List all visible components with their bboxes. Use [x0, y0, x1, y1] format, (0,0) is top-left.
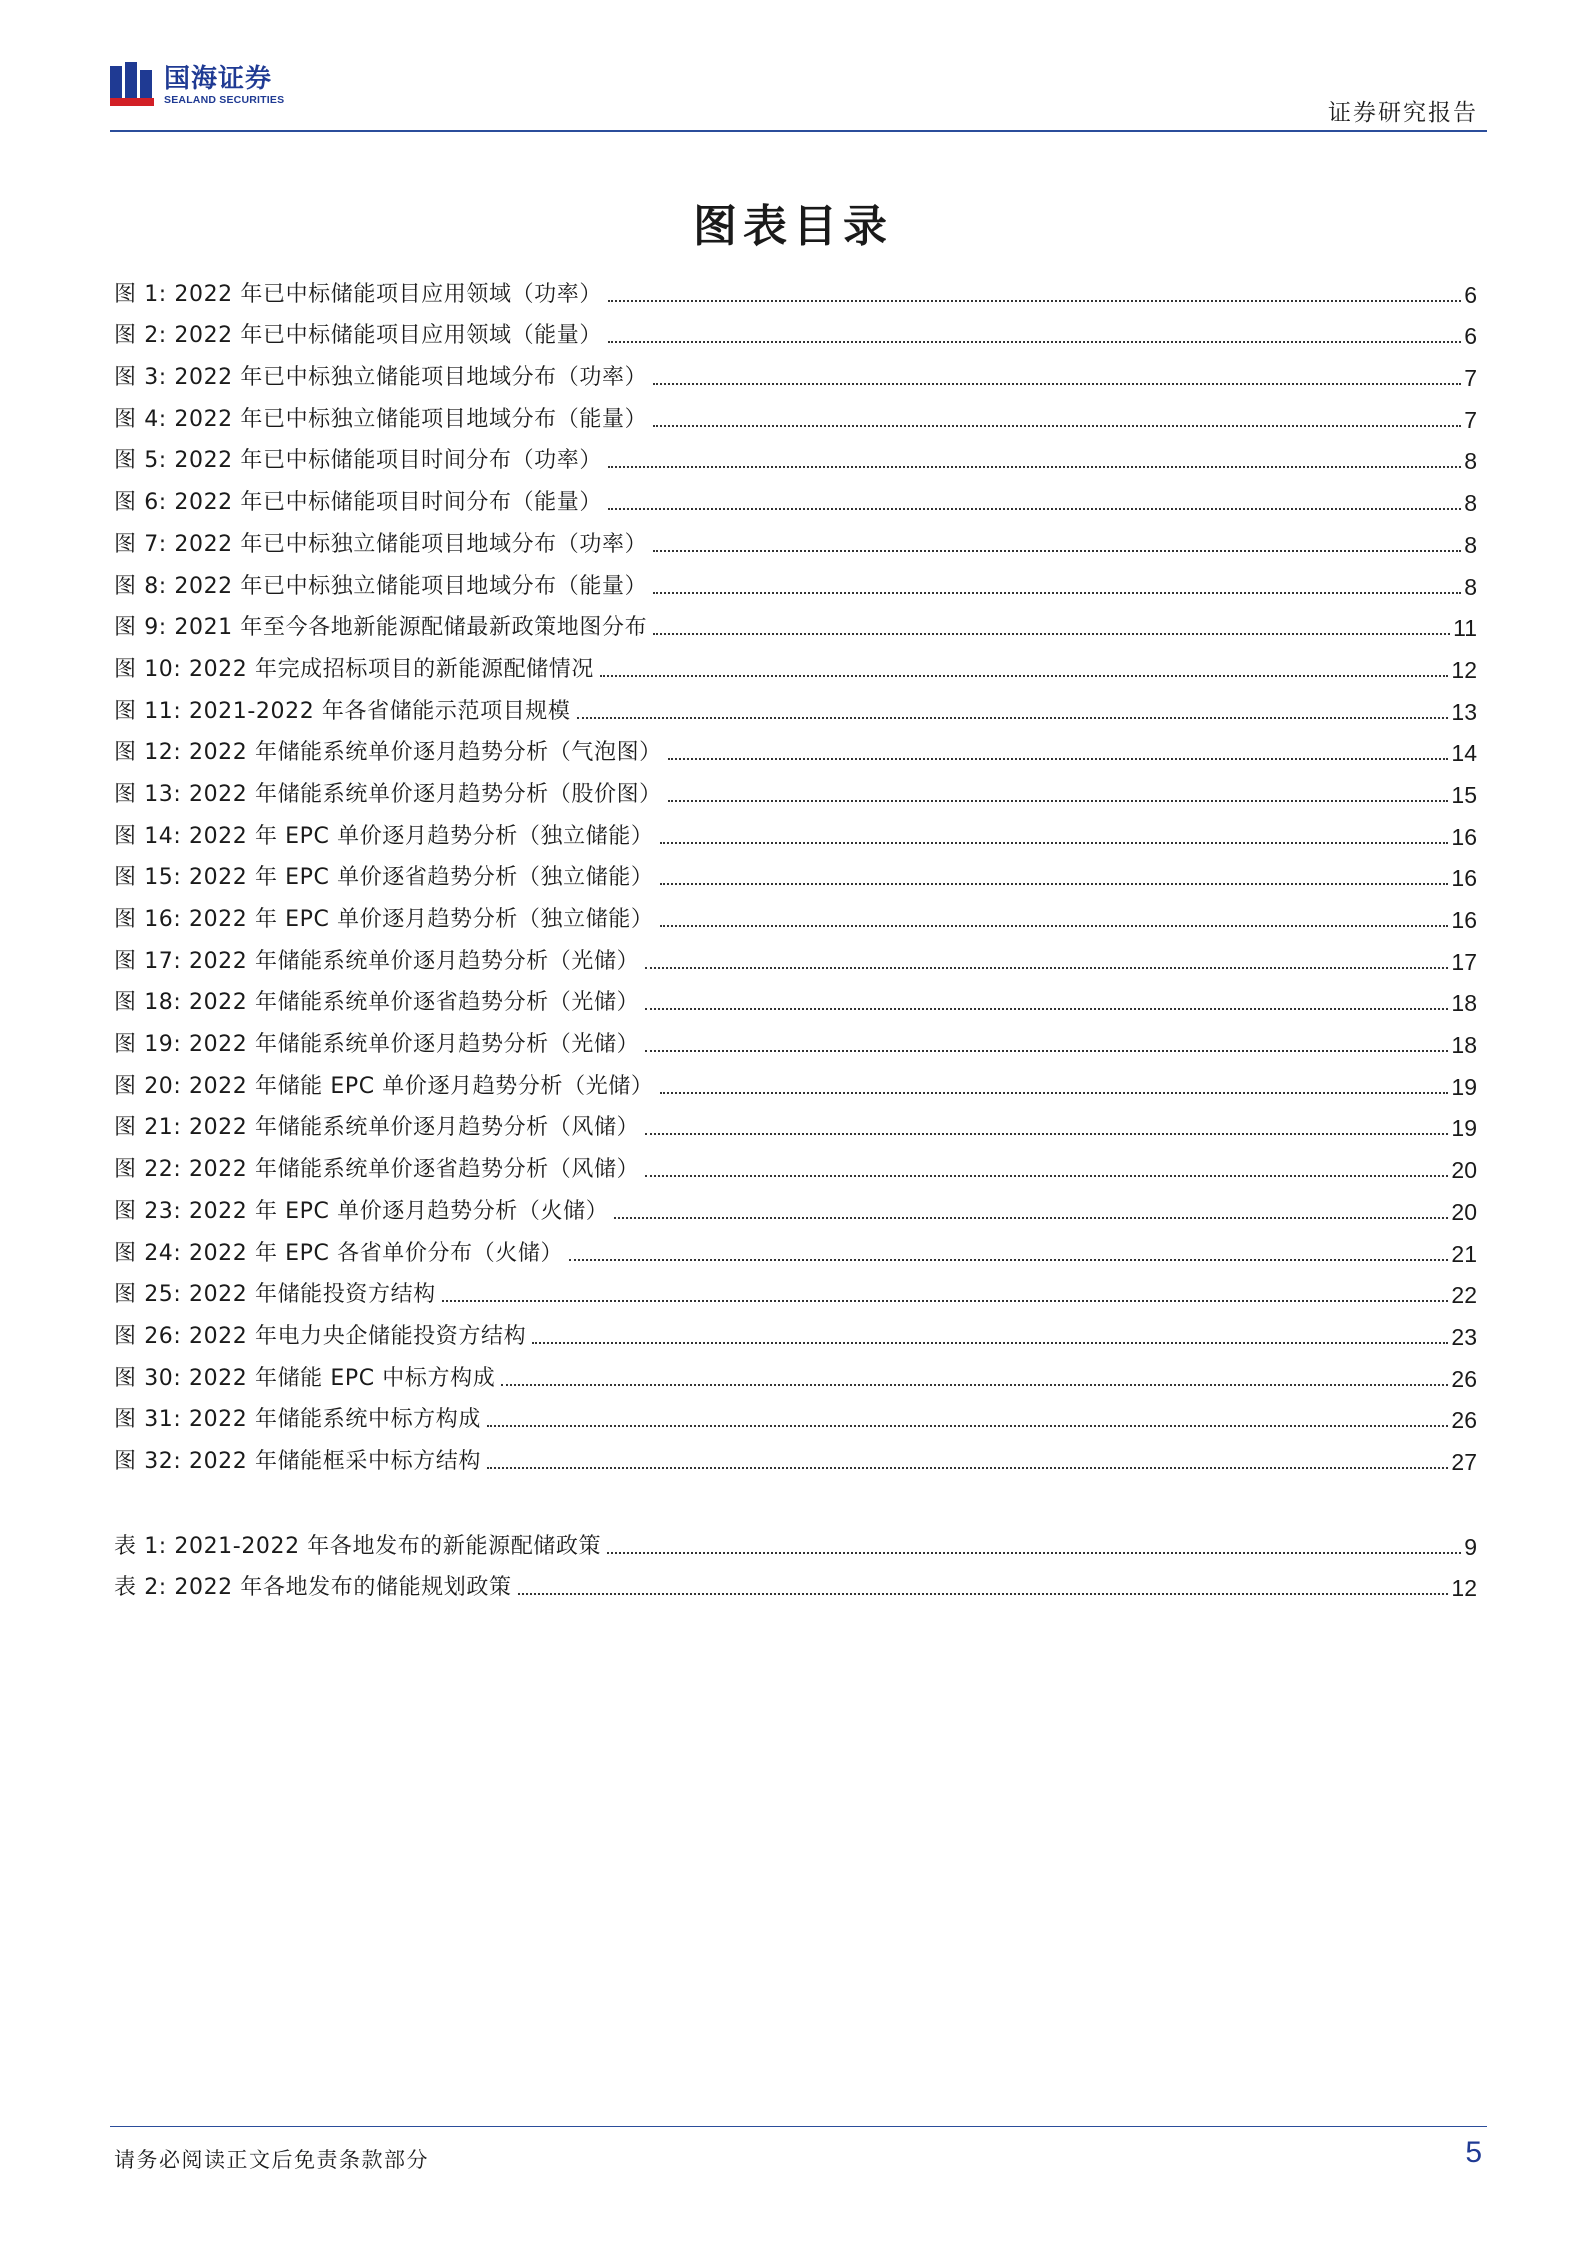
page-title: 图表目录 — [693, 201, 893, 252]
figure-entry-label: 图 8: 2022 年已中标独立储能项目地域分布（能量） — [114, 573, 648, 599]
table-list — [114, 1518, 1477, 1601]
figure-entry[interactable] — [114, 1433, 1477, 1475]
figure-entry-page: 15 — [1451, 781, 1477, 808]
figure-entry-page: 26 — [1451, 1365, 1477, 1392]
figure-entry-label: 图 9: 2021 年至今各地新能源配储最新政策地图分布 — [114, 615, 648, 641]
figure-entry-label: 图 23: 2022 年 EPC 单价逐月趋势分析（火储） — [114, 1198, 609, 1224]
logo-name-en: SEALAND SECURITIES — [164, 94, 285, 106]
dot-leader — [501, 1384, 1448, 1386]
figure-entry-label: 图 14: 2022 年 EPC 单价逐月趋势分析（独立储能） — [114, 823, 654, 849]
figure-entry-label: 图 5: 2022 年已中标储能项目时间分布（功率） — [114, 448, 602, 474]
figure-entry-page: 27 — [1451, 1448, 1477, 1475]
dot-leader — [518, 1593, 1449, 1595]
dot-leader — [608, 341, 1461, 343]
figure-entry[interactable] — [114, 1058, 1477, 1100]
logo-mark-icon — [110, 62, 156, 108]
figure-entry-label: 图 12: 2022 年储能系统单价逐月趋势分析（气泡图） — [114, 740, 662, 766]
figure-entry-page: 8 — [1464, 573, 1477, 600]
figure-entry-page: 19 — [1451, 1115, 1477, 1142]
figure-entry[interactable] — [114, 725, 1477, 767]
disclaimer-note: 请务必阅读正文后免责条款部分 — [114, 2148, 429, 2172]
dot-leader — [653, 550, 1461, 552]
figure-entry[interactable] — [114, 766, 1477, 808]
figure-entry[interactable] — [114, 933, 1477, 975]
figure-entry-page: 16 — [1451, 823, 1477, 850]
figure-entry-page: 13 — [1451, 698, 1477, 725]
figure-entry-label: 图 7: 2022 年已中标独立储能项目地域分布（功率） — [114, 531, 648, 557]
dot-leader — [645, 1008, 1448, 1010]
dot-leader — [653, 633, 1450, 635]
figure-entry-page: 11 — [1453, 615, 1477, 642]
header-divider — [110, 130, 1487, 132]
dot-leader — [660, 925, 1449, 927]
figure-entry[interactable] — [114, 975, 1477, 1017]
dot-leader — [668, 800, 1449, 802]
figure-entry-label: 图 24: 2022 年 EPC 各省单价分布（火储） — [114, 1240, 564, 1266]
figure-entry[interactable] — [114, 600, 1477, 642]
figure-entry[interactable] — [114, 391, 1477, 433]
figure-entry[interactable] — [114, 1267, 1477, 1309]
page-number: 5 — [1465, 2136, 1482, 2169]
figure-entry[interactable] — [114, 1100, 1477, 1142]
dot-leader — [607, 1552, 1461, 1554]
dot-leader — [442, 1300, 1449, 1302]
figure-entry-page: 18 — [1451, 990, 1477, 1017]
figure-entry-page: 26 — [1451, 1407, 1477, 1434]
dot-leader — [600, 675, 1448, 677]
dot-leader — [653, 425, 1461, 427]
dot-leader — [660, 883, 1449, 885]
logo-text — [164, 64, 284, 106]
dot-leader — [645, 1133, 1448, 1135]
figure-entry-label: 图 10: 2022 年完成招标项目的新能源配储情况 — [114, 656, 594, 682]
figure-entry-page: 20 — [1451, 1198, 1477, 1225]
dot-leader — [653, 592, 1461, 594]
figure-entry-label: 图 11: 2021-2022 年各省储能示范项目规模 — [114, 698, 571, 724]
dot-leader — [608, 508, 1461, 510]
figure-entry-page: 6 — [1464, 281, 1477, 308]
dot-leader — [660, 1092, 1449, 1094]
report-type: 证券研究报告 — [1328, 100, 1478, 126]
brand-logo — [110, 62, 284, 108]
figure-entry-label: 图 26: 2022 年电力央企储能投资方结构 — [114, 1323, 527, 1349]
dot-leader — [487, 1425, 1448, 1427]
figure-entry[interactable] — [114, 1392, 1477, 1434]
figure-entry-page: 17 — [1451, 948, 1477, 975]
figure-entry[interactable] — [114, 641, 1477, 683]
figure-entry[interactable] — [114, 1308, 1477, 1350]
figure-entry-label: 图 16: 2022 年 EPC 单价逐月趋势分析（独立储能） — [114, 907, 654, 932]
figure-entry-label: 图 32: 2022 年储能框采中标方结构 — [114, 1448, 481, 1474]
figure-list — [114, 266, 1477, 1475]
dot-leader — [577, 717, 1449, 719]
figure-entry-label: 图 30: 2022 年储能 EPC 中标方构成 — [114, 1365, 496, 1391]
figure-entry-page: 6 — [1464, 323, 1477, 350]
figure-entry-page: 22 — [1451, 1282, 1477, 1309]
dot-leader — [532, 1342, 1448, 1344]
figure-entry-page: 12 — [1451, 656, 1477, 683]
figure-entry[interactable] — [114, 1225, 1477, 1267]
figure-entry-label: 图 22: 2022 年储能系统单价逐省趋势分析（风储） — [114, 1157, 640, 1183]
figure-entry-label: 图 6: 2022 年已中标储能项目时间分布（能量） — [114, 490, 602, 516]
figure-entry-label: 图 20: 2022 年储能 EPC 单价逐月趋势分析（光储） — [114, 1073, 654, 1099]
figure-entry-label: 图 4: 2022 年已中标独立储能项目地域分布（能量） — [114, 406, 648, 432]
dot-leader — [668, 758, 1449, 760]
figure-entry[interactable] — [114, 1016, 1477, 1058]
figure-entry-label: 图 21: 2022 年储能系统单价逐月趋势分析（风储） — [114, 1115, 640, 1141]
dot-leader — [645, 1050, 1448, 1052]
table-entry-label: 表 2: 2022 年各地发布的储能规划政策 — [114, 1575, 512, 1601]
figure-entry-label: 图 25: 2022 年储能投资方结构 — [114, 1282, 436, 1308]
figure-entry-label: 图 15: 2022 年 EPC 单价逐省趋势分析（独立储能） — [114, 865, 654, 891]
figure-entry[interactable] — [114, 1350, 1477, 1392]
figure-entry[interactable] — [114, 516, 1477, 558]
dot-leader — [608, 300, 1461, 302]
figure-entry[interactable] — [114, 433, 1477, 475]
figure-entry-page: 21 — [1451, 1240, 1477, 1267]
dot-leader — [487, 1467, 1448, 1469]
dot-leader — [660, 842, 1449, 844]
figure-entry[interactable] — [114, 558, 1477, 600]
table-entry-page: 12 — [1451, 1575, 1477, 1602]
figure-entry-page: 14 — [1451, 740, 1477, 767]
figure-entry[interactable] — [114, 891, 1477, 933]
figure-entry-page: 20 — [1451, 1157, 1477, 1184]
figure-entry-page: 8 — [1464, 531, 1477, 558]
dot-leader — [569, 1259, 1448, 1261]
figure-entry-label: 图 2: 2022 年已中标储能项目应用领域（能量） — [114, 323, 602, 349]
dot-leader — [614, 1217, 1448, 1219]
figure-entry[interactable] — [114, 474, 1477, 516]
table-entry-page: 9 — [1464, 1533, 1477, 1560]
figure-entry[interactable] — [114, 808, 1477, 850]
figure-entry[interactable] — [114, 850, 1477, 892]
table-entry-label: 表 1: 2021-2022 年各地发布的新能源配储政策 — [114, 1533, 602, 1559]
figure-entry[interactable] — [114, 308, 1477, 350]
figure-entry[interactable] — [114, 266, 1477, 308]
figure-entry-page: 7 — [1464, 406, 1477, 433]
figure-entry-page: 19 — [1451, 1073, 1477, 1100]
figure-entry[interactable] — [114, 1183, 1477, 1225]
figure-entry-label: 图 17: 2022 年储能系统单价逐月趋势分析（光储） — [114, 948, 640, 974]
figure-entry-page: 23 — [1451, 1323, 1477, 1350]
figure-entry-page: 16 — [1451, 865, 1477, 892]
figure-entry-label: 图 18: 2022 年储能系统单价逐省趋势分析（光储） — [114, 990, 640, 1016]
figure-entry-page: 16 — [1451, 907, 1477, 933]
figure-entry-label: 图 31: 2022 年储能系统中标方构成 — [114, 1407, 481, 1433]
figure-entry-page: 18 — [1451, 1032, 1477, 1059]
figure-entry-page: 8 — [1464, 490, 1477, 517]
dot-leader — [645, 967, 1448, 969]
footer-divider — [110, 2126, 1487, 2127]
figure-entry-label: 图 3: 2022 年已中标独立储能项目地域分布（功率） — [114, 365, 648, 391]
table-entry[interactable] — [114, 1518, 1477, 1560]
dot-leader — [653, 383, 1461, 385]
figure-entry-label: 图 19: 2022 年储能系统单价逐月趋势分析（光储） — [114, 1032, 640, 1058]
table-entry[interactable] — [114, 1560, 1477, 1602]
figure-entry[interactable] — [114, 1141, 1477, 1183]
figure-entry[interactable] — [114, 683, 1477, 725]
figure-entry-page: 7 — [1464, 365, 1477, 392]
figure-entry-label: 图 13: 2022 年储能系统单价逐月趋势分析（股价图） — [114, 781, 662, 807]
dot-leader — [608, 466, 1461, 468]
figure-entry-page: 8 — [1464, 448, 1477, 475]
figure-entry[interactable] — [114, 349, 1477, 391]
logo-name-cn: 国海证券 — [164, 64, 273, 94]
figure-entry-label: 图 1: 2022 年已中标储能项目应用领域（功率） — [114, 281, 602, 307]
dot-leader — [645, 1175, 1448, 1177]
